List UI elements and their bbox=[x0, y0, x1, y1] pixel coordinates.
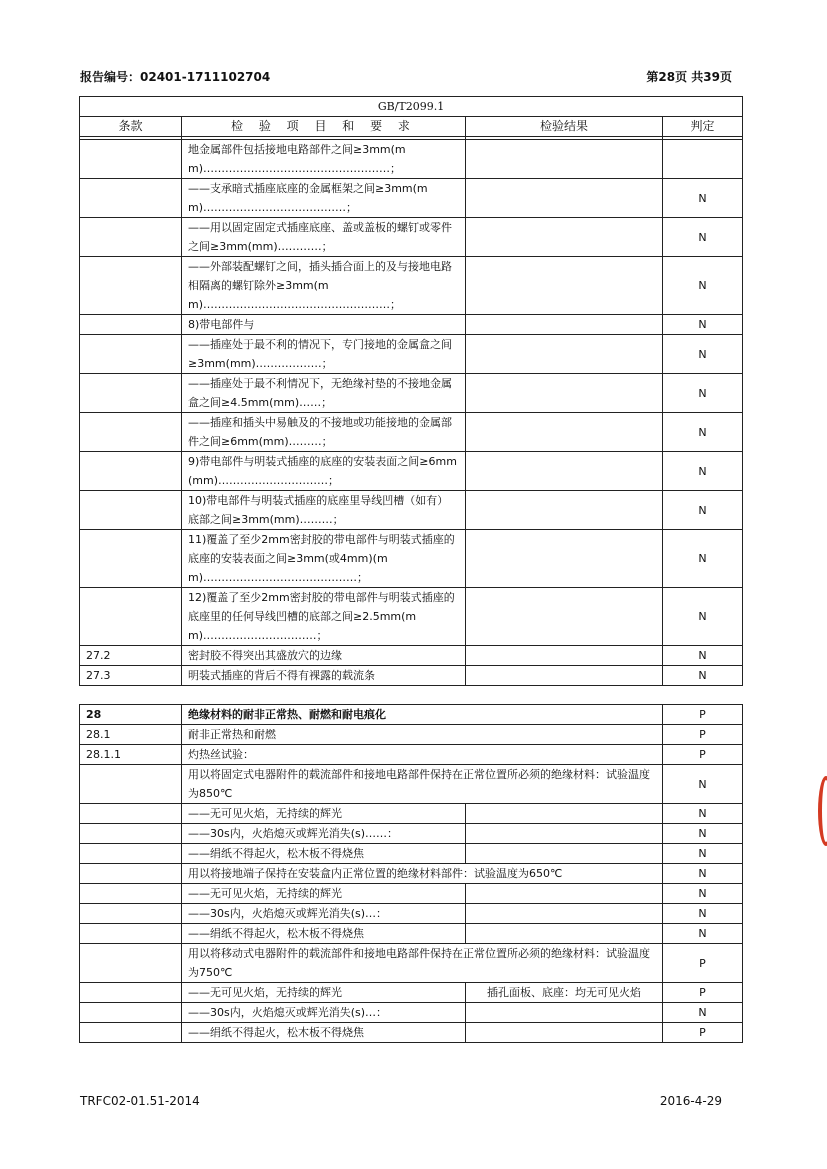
verdict-cell: N bbox=[663, 588, 743, 646]
clause-cell bbox=[80, 824, 182, 844]
verdict-cell: N bbox=[663, 530, 743, 588]
verdict-cell: N bbox=[663, 257, 743, 315]
result-cell bbox=[466, 1003, 663, 1023]
table-row bbox=[80, 765, 743, 804]
table-row bbox=[80, 745, 743, 765]
clause-cell: 27.3 bbox=[80, 666, 182, 686]
table-row bbox=[80, 646, 743, 666]
clause-cell bbox=[80, 804, 182, 824]
table-row bbox=[80, 1023, 743, 1043]
verdict-cell: N bbox=[663, 884, 743, 904]
result-cell bbox=[466, 1023, 663, 1043]
result-cell bbox=[466, 646, 663, 666]
requirement-cell: 11)覆盖了至少2mm密封胶的带电部件与明装式插座的底座的安装表面之间≥3mm(或4mm)(mm)……………………………………； bbox=[182, 530, 466, 588]
table-row bbox=[80, 179, 743, 218]
table-row bbox=[80, 864, 743, 884]
requirement-cell: 10)带电部件与明装式插座的底座里导线凹槽（如有）底部之间≥3mm(mm)………； bbox=[182, 491, 466, 530]
standard-title: GB/T2099.1 bbox=[80, 97, 743, 117]
table-row bbox=[80, 491, 743, 530]
column-header-result: 检验结果 bbox=[466, 117, 663, 137]
requirement-cell: ——外部装配螺钉之间，插头插合面上的及与接地电路相隔离的螺钉除外≥3mm(mm)……………………………………………； bbox=[182, 257, 466, 315]
table-row bbox=[80, 725, 743, 745]
clause-cell bbox=[80, 844, 182, 864]
report-number: 报告编号：02401-1711102704 bbox=[80, 70, 271, 84]
result-cell bbox=[466, 335, 663, 374]
result-cell bbox=[466, 491, 663, 530]
requirement-cell: 灼热丝试验： bbox=[182, 745, 663, 765]
clause-cell bbox=[80, 491, 182, 530]
requirement-cell: 9)带电部件与明装式插座的底座的安装表面之间≥6mm(mm)…………………………； bbox=[182, 452, 466, 491]
verdict-cell: N bbox=[663, 1003, 743, 1023]
verdict-cell: N bbox=[663, 765, 743, 804]
column-header-requirement: 检 验 项 目 和 要 求 bbox=[182, 117, 466, 137]
requirement-cell: ——无可见火焰，无持续的辉光 bbox=[182, 804, 466, 824]
requirement-cell: ——30s内，火焰熄灭或辉光消失(s)…： bbox=[182, 904, 466, 924]
requirement-cell: ——支承暗式插座底座的金属框架之间≥3mm(mm)…………………………………； bbox=[182, 179, 466, 218]
table-row bbox=[80, 705, 743, 725]
verdict-cell: N bbox=[663, 374, 743, 413]
requirement-cell: ——绢纸不得起火，松木板不得烧焦 bbox=[182, 1023, 466, 1043]
requirement-cell: 用以将移动式电器附件的载流部件和接地电路部件保持在正常位置所必须的绝缘材料：试验温度为750℃ bbox=[182, 944, 663, 983]
page-indicator: 第28页 共39页 bbox=[646, 70, 732, 84]
clause-cell: 28 bbox=[80, 705, 182, 725]
verdict-cell: P bbox=[663, 983, 743, 1003]
requirement-cell: 密封胶不得突出其盛放穴的边缘 bbox=[182, 646, 466, 666]
requirement-cell: ——插座处于最不利的情况下，专门接地的金属盒之间≥3mm(mm)………………； bbox=[182, 335, 466, 374]
result-cell bbox=[466, 452, 663, 491]
clause-cell bbox=[80, 884, 182, 904]
clause-cell bbox=[80, 904, 182, 924]
clause-cell bbox=[80, 944, 182, 983]
table-row bbox=[80, 140, 743, 179]
verdict-cell: N bbox=[663, 804, 743, 824]
clause-cell bbox=[80, 218, 182, 257]
verdict-cell: N bbox=[663, 924, 743, 944]
clause-cell bbox=[80, 179, 182, 218]
footer-date: 2016-4-29 bbox=[659, 1094, 722, 1108]
table-row bbox=[80, 804, 743, 824]
requirement-cell: ——30s内，火焰熄灭或辉光消失(s)……： bbox=[182, 824, 466, 844]
table-row bbox=[80, 530, 743, 588]
clause-cell bbox=[80, 588, 182, 646]
verdict-cell: N bbox=[663, 179, 743, 218]
result-cell bbox=[466, 824, 663, 844]
requirement-cell: 12)覆盖了至少2mm密封胶的带电部件与明装式插座的底座里的任何导线凹槽的底部之间≥2.5mm(mm).…………………………； bbox=[182, 588, 466, 646]
result-cell bbox=[466, 315, 663, 335]
requirement-cell: ——插座和插头中易触及的不接地或功能接地的金属部件之间≥6mm(mm)………； bbox=[182, 413, 466, 452]
requirement-cell: 用以将固定式电器附件的载流部件和接地电路部件保持在正常位置所必须的绝缘材料：试验温度为850℃ bbox=[182, 765, 663, 804]
clause-cell bbox=[80, 1003, 182, 1023]
clause-cell bbox=[80, 140, 182, 179]
table-row bbox=[80, 588, 743, 646]
verdict-cell: N bbox=[663, 844, 743, 864]
column-header-clause: 条款 bbox=[80, 117, 182, 137]
clause-cell bbox=[80, 413, 182, 452]
result-cell bbox=[466, 924, 663, 944]
requirement-cell: 明装式插座的背后不得有裸露的载流条 bbox=[182, 666, 466, 686]
verdict-cell: N bbox=[663, 315, 743, 335]
form-number: TRFC02-01.51-2014 bbox=[80, 1094, 200, 1108]
result-cell bbox=[466, 884, 663, 904]
clause-cell bbox=[80, 257, 182, 315]
clause-cell bbox=[80, 1023, 182, 1043]
table-row bbox=[80, 944, 743, 983]
clause-cell bbox=[80, 335, 182, 374]
table-row bbox=[80, 452, 743, 491]
clause-cell bbox=[80, 530, 182, 588]
table-row bbox=[80, 924, 743, 944]
result-cell bbox=[466, 413, 663, 452]
result-cell: 插孔面板、底座：均无可见火焰 bbox=[466, 983, 663, 1003]
table-row bbox=[80, 844, 743, 864]
result-cell bbox=[466, 257, 663, 315]
table-row bbox=[80, 666, 743, 686]
requirement-cell: ——绢纸不得起火，松木板不得烧焦 bbox=[182, 844, 466, 864]
requirement-cell: 地金属部件包括接地电路部件之间≥3mm(mm)……………………………………………； bbox=[182, 140, 466, 179]
table-row bbox=[80, 413, 743, 452]
table-row bbox=[80, 884, 743, 904]
verdict-cell: N bbox=[663, 335, 743, 374]
clause-cell: 28.1 bbox=[80, 725, 182, 745]
column-header-verdict: 判定 bbox=[663, 117, 743, 137]
table-row bbox=[80, 335, 743, 374]
inspection-table-clause-27 bbox=[79, 96, 743, 686]
table-row bbox=[80, 218, 743, 257]
result-cell bbox=[466, 804, 663, 824]
verdict-cell: P bbox=[663, 725, 743, 745]
clause-cell bbox=[80, 864, 182, 884]
requirement-cell: ——无可见火焰，无持续的辉光 bbox=[182, 884, 466, 904]
requirement-cell: ——无可见火焰，无持续的辉光 bbox=[182, 983, 466, 1003]
requirement-cell: 绝缘材料的耐非正常热、耐燃和耐电痕化 bbox=[182, 705, 663, 725]
verdict-cell: N bbox=[663, 413, 743, 452]
result-cell bbox=[466, 530, 663, 588]
inspection-table-clause-28 bbox=[79, 704, 743, 1043]
verdict-cell: N bbox=[663, 646, 743, 666]
table-row bbox=[80, 315, 743, 335]
table-row bbox=[80, 983, 743, 1003]
result-cell bbox=[466, 844, 663, 864]
verdict-cell bbox=[663, 140, 743, 179]
clause-cell bbox=[80, 983, 182, 1003]
result-cell bbox=[466, 904, 663, 924]
verdict-cell: P bbox=[663, 944, 743, 983]
result-cell bbox=[466, 666, 663, 686]
clause-cell bbox=[80, 452, 182, 491]
verdict-cell: N bbox=[663, 491, 743, 530]
table-row bbox=[80, 904, 743, 924]
clause-cell: 27.2 bbox=[80, 646, 182, 666]
clause-cell bbox=[80, 374, 182, 413]
verdict-cell: P bbox=[663, 1023, 743, 1043]
verdict-cell: P bbox=[663, 745, 743, 765]
requirement-cell: 耐非正常热和耐燃 bbox=[182, 725, 663, 745]
requirement-cell: ——插座处于最不利情况下，无绝缘衬垫的不接地金属盒之间≥4.5mm(mm)……； bbox=[182, 374, 466, 413]
result-cell bbox=[466, 140, 663, 179]
clause-cell bbox=[80, 765, 182, 804]
requirement-cell: ——30s内，火焰熄灭或辉光消失(s)…： bbox=[182, 1003, 466, 1023]
verdict-cell: N bbox=[663, 666, 743, 686]
requirement-cell: ——用以固定固定式插座底座、盖或盖板的螺钉或零件之间≥3mm(mm)…………； bbox=[182, 218, 466, 257]
verdict-cell: N bbox=[663, 218, 743, 257]
result-cell bbox=[466, 218, 663, 257]
clause-cell: 28.1.1 bbox=[80, 745, 182, 765]
result-cell bbox=[466, 588, 663, 646]
table-row bbox=[80, 374, 743, 413]
table-row bbox=[80, 824, 743, 844]
verdict-cell: N bbox=[663, 824, 743, 844]
verdict-cell: N bbox=[663, 452, 743, 491]
clause-cell bbox=[80, 924, 182, 944]
verdict-cell: N bbox=[663, 904, 743, 924]
verdict-cell: N bbox=[663, 864, 743, 884]
requirement-cell: 8)带电部件与 bbox=[182, 315, 466, 335]
result-cell bbox=[466, 374, 663, 413]
result-cell bbox=[466, 179, 663, 218]
clause-cell bbox=[80, 315, 182, 335]
requirement-cell: ——绢纸不得起火，松木板不得烧焦 bbox=[182, 924, 466, 944]
table-row bbox=[80, 1003, 743, 1023]
requirement-cell: 用以将接地端子保持在安装盒内正常位置的绝缘材料部件：试验温度为650℃ bbox=[182, 864, 663, 884]
table-row bbox=[80, 257, 743, 315]
stamp-edge-mark bbox=[818, 776, 827, 846]
verdict-cell: P bbox=[663, 705, 743, 725]
